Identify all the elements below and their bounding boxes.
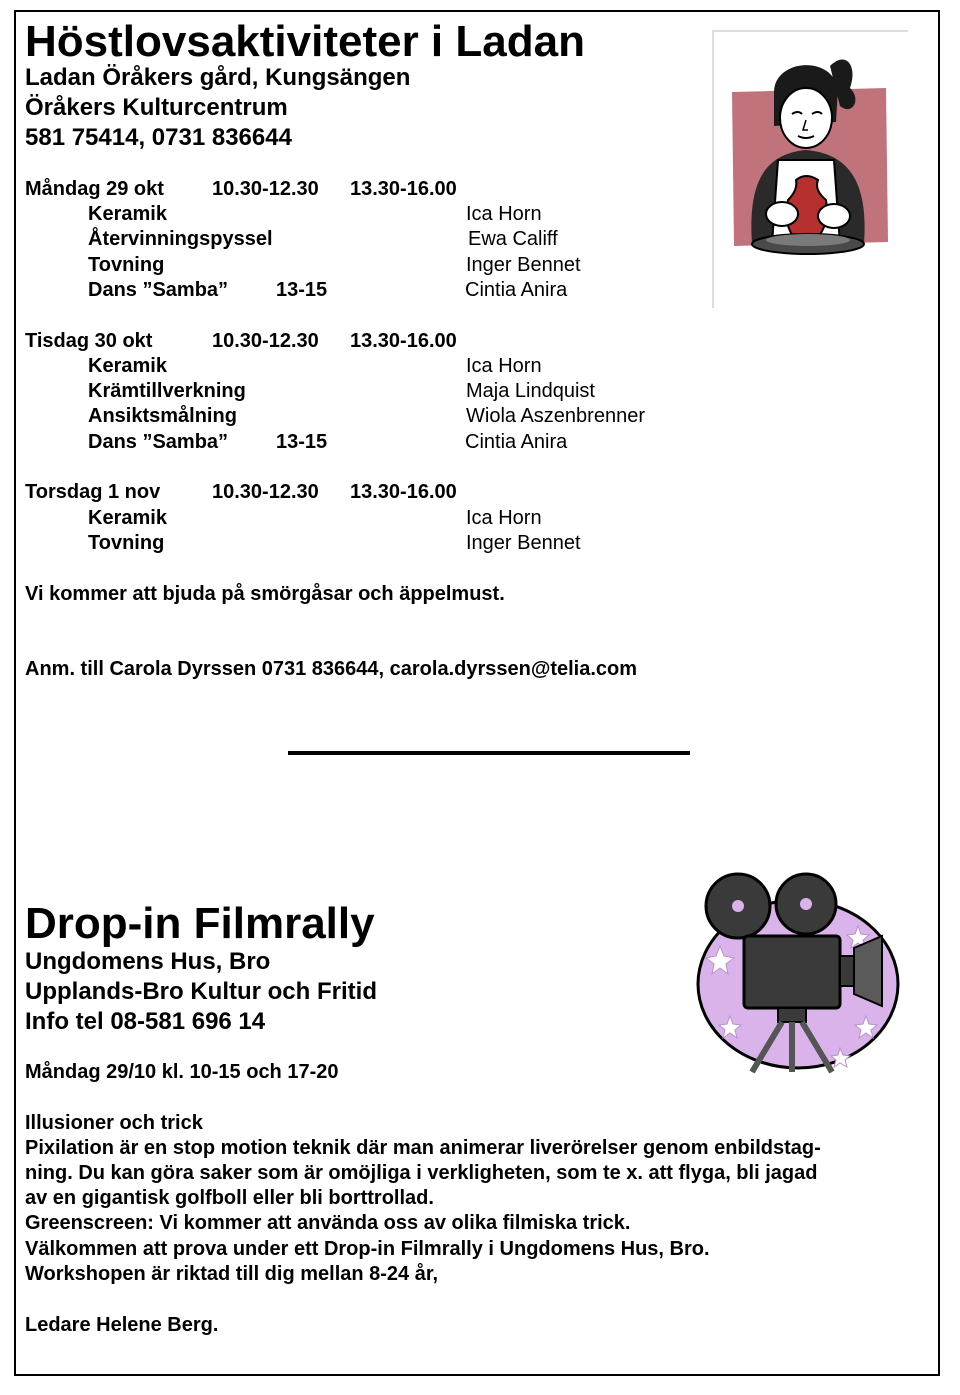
section2-title: Drop-in Filmrally — [25, 899, 375, 948]
activity-leader: Wiola Aszenbrenner — [466, 405, 645, 427]
activity-name: Dans ”Samba” — [88, 279, 229, 301]
section1-address-line: Öråkers Kulturcentrum — [25, 94, 288, 121]
activity-time: 13-15 — [276, 431, 328, 453]
section2-leader: Ledare Helene Berg. — [25, 1314, 219, 1336]
activity-leader: Maja Lindquist — [466, 380, 595, 402]
activity-name: Dans ”Samba” — [88, 431, 229, 453]
section2-venue-line: Info tel 08-581 696 14 — [25, 1008, 266, 1035]
section1-address-line: 581 75414, 0731 836644 — [25, 124, 292, 151]
activity-name: Tovning — [88, 532, 165, 554]
day-label: Tisdag 30 okt — [25, 330, 153, 352]
potter-illustration — [712, 30, 908, 308]
activity-time: 13-15 — [276, 279, 328, 301]
section-divider — [288, 751, 690, 755]
day-time-afternoon: 13.30-16.00 — [350, 178, 457, 200]
section1-title: Höstlovsaktiviteter i Ladan — [25, 17, 585, 66]
body-line: Välkommen att prova under ett Drop-in Filmrally i Ungdomens Hus, Bro. — [25, 1238, 710, 1260]
day-time-morning: 10.30-12.30 — [212, 481, 319, 503]
registration-note: Anm. till Carola Dyrssen 0731 836644, carola.dyrssen@telia.com — [25, 658, 638, 680]
section2-venue-line: Upplands-Bro Kultur och Fritid — [25, 978, 377, 1005]
body-line: av en gigantisk golfboll eller bli borttrollad. — [25, 1187, 434, 1209]
body-line: ning. Du kan göra saker som är omöjliga i verkligheten, som te x. att flyga, bli jagad — [25, 1162, 818, 1184]
activity-name: Keramik — [88, 355, 167, 377]
body-line: Greenscreen: Vi kommer att använda oss av olika filmiska trick. — [25, 1212, 631, 1234]
day-time-morning: 10.30-12.30 — [212, 330, 319, 352]
activity-name: Krämtillverkning — [88, 380, 246, 402]
section2-venue-line: Ungdomens Hus, Bro — [25, 948, 271, 975]
day-time-morning: 10.30-12.30 — [212, 178, 319, 200]
day-time-afternoon: 13.30-16.00 — [350, 481, 457, 503]
activity-leader: Inger Bennet — [466, 532, 581, 554]
activity-leader: Ica Horn — [466, 507, 542, 529]
activity-name: Ansiktsmålning — [88, 405, 237, 427]
activity-name: Tovning — [88, 254, 165, 276]
section2-schedule: Måndag 29/10 kl. 10-15 och 17-20 — [25, 1061, 339, 1083]
day-label: Måndag 29 okt — [25, 178, 164, 200]
activity-leader: Ica Horn — [466, 355, 542, 377]
film-camera-illustration — [690, 866, 902, 1076]
body-line: Workshopen är riktad till dig mellan 8-24 år, — [25, 1263, 439, 1285]
day-time-afternoon: 13.30-16.00 — [350, 330, 457, 352]
day-label: Torsdag 1 nov — [25, 481, 161, 503]
activity-name: Återvinningspyssel — [88, 228, 273, 250]
refreshments-note: Vi kommer att bjuda på smörgåsar och äppelmust. — [25, 583, 505, 605]
activity-leader: Cintia Anira — [465, 279, 568, 301]
body-line: Illusioner och trick — [25, 1112, 203, 1134]
activity-name: Keramik — [88, 203, 167, 225]
activity-leader: Ica Horn — [466, 203, 542, 225]
body-line: Pixilation är en stop motion teknik där man animerar liverörelser genom enbildstag- — [25, 1137, 821, 1159]
activity-leader: Cintia Anira — [465, 431, 568, 453]
activity-name: Keramik — [88, 507, 167, 529]
activity-leader: Ewa Califf — [468, 228, 558, 250]
section1-address-line: Ladan Öråkers gård, Kungsängen — [25, 64, 411, 91]
activity-leader: Inger Bennet — [466, 254, 581, 276]
